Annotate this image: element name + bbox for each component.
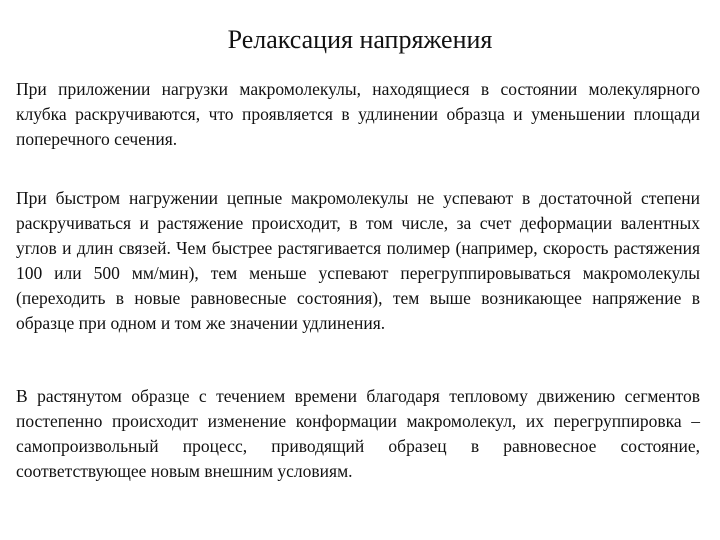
paragraph-3: В растянутом образце с течением времени благодаря тепловому движению сегментов постепенно происходит изменение конформации макромолекул, их перегруппировка – самопроизвольный процесс, приводящий образец в равновесное состояние, соответствующее новым внешним условиям. bbox=[16, 386, 700, 481]
slide-title: Релаксация напряжения bbox=[227, 25, 493, 54]
paragraph-1: При приложении нагрузки макромолекулы, находящиеся в состоянии молекулярного клубка раскручиваются, что проявляется в удлинении образца и уменьшении площади поперечного сечения. bbox=[16, 79, 700, 149]
paragraph-2: При быстром нагружении цепные макромолекулы не успевают в достаточной степени раскручиваться и растяжение происходит, в том числе, за счет деформации валентных углов и длин связей. Чем быстрее растягивается полимер (например, скорость растяжения 100 или 500 мм/мин), тем меньше успевают перегруппировываться макромолекулы (переходить в новые равновесные состояния), тем выше возникающее напряжение в образце при одном и том же значении удлинения. bbox=[16, 188, 700, 333]
